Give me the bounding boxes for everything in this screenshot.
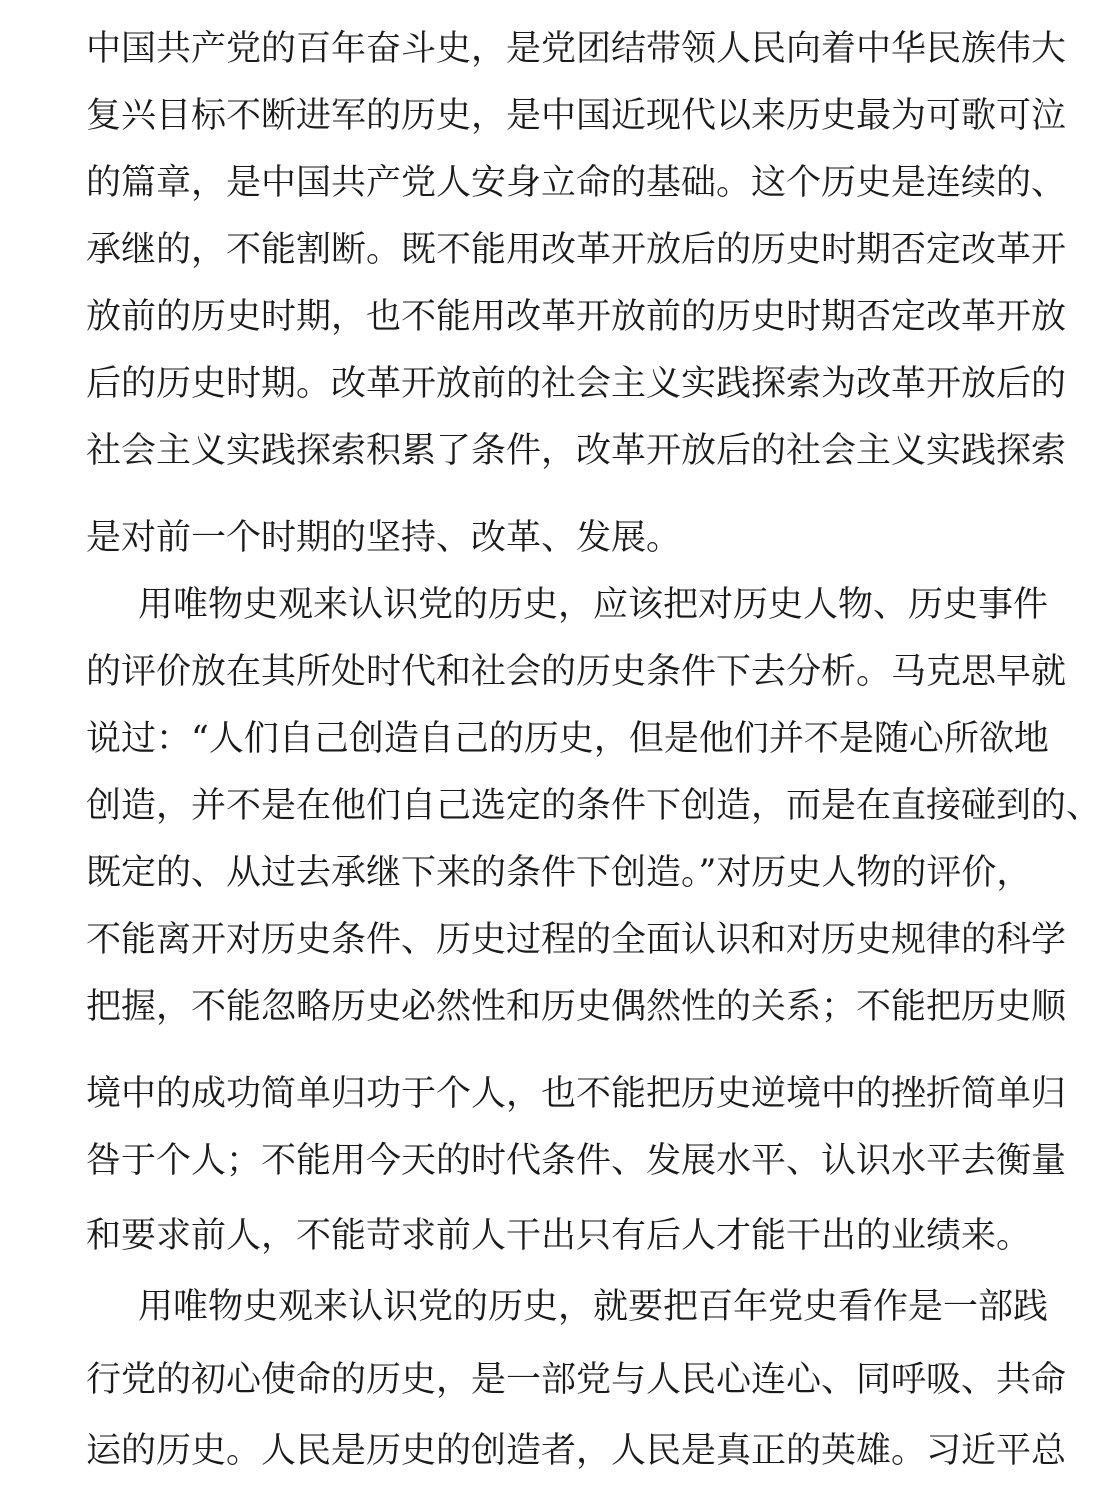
text-line: 创造，并不是在他们自己选定的条件下创造，而是在直接碰到的、: [86, 786, 1101, 826]
text-line: 把握，不能忽略历史必然性和历史偶然性的关系；不能把历史顺: [86, 987, 1067, 1027]
text-line: 复兴目标不断进军的历史，是中国近现代以来历史最为可歌可泣: [86, 96, 1067, 136]
text-line: 运的历史。人民是历史的创造者，人民是真正的英雄。习近平总: [86, 1431, 1067, 1471]
paragraph-first-line: 用唯物史观来认识党的历史，就要把百年党史看作是一部践: [138, 1287, 1049, 1327]
text-line: 的篇章，是中国共产党人安身立命的基础。这个历史是连续的、: [86, 163, 1067, 203]
text-line: 和要求前人，不能苛求前人干出只有后人才能干出的业绩来。: [86, 1216, 1032, 1256]
text-line: 说过：“人们自己创造自己的历史，但是他们并不是随心所欲地: [86, 719, 1049, 759]
text-line: 的评价放在其所处时代和社会的历史条件下去分析。马克思早就: [86, 652, 1067, 692]
text-line: 既定的、从过去承继下来的条件下创造。”对历史人物的评价，: [86, 853, 1032, 893]
text-line: 不能离开对历史条件、历史过程的全面认识和对历史规律的科学: [86, 920, 1067, 960]
text-line: 行党的初心使命的历史，是一部党与人民心连心、同呼吸、共命: [86, 1360, 1067, 1400]
text-line: 后的历史时期。改革开放前的社会主义实践探索为改革开放后的: [86, 364, 1067, 404]
paragraph-first-line: 用唯物史观来认识党的历史，应该把对历史人物、历史事件: [138, 585, 1049, 625]
text-line: 是对前一个时期的坚持、改革、发展。: [86, 518, 682, 558]
text-line: 咎于个人；不能用今天的时代条件、发展水平、认识水平去衡量: [86, 1141, 1067, 1181]
text-line: 中国共产党的百年奋斗史，是党团结带领人民向着中华民族伟大: [86, 29, 1067, 69]
text-line: 社会主义实践探索积累了条件，改革开放后的社会主义实践探索: [86, 431, 1067, 471]
text-line: 放前的历史时期，也不能用改革开放前的历史时期否定改革开放: [86, 297, 1067, 337]
text-line: 境中的成功简单归功于个人，也不能把历史逆境中的挫折简单归: [86, 1074, 1067, 1114]
text-line: 承继的，不能割断。既不能用改革开放后的历史时期否定改革开: [86, 230, 1067, 270]
